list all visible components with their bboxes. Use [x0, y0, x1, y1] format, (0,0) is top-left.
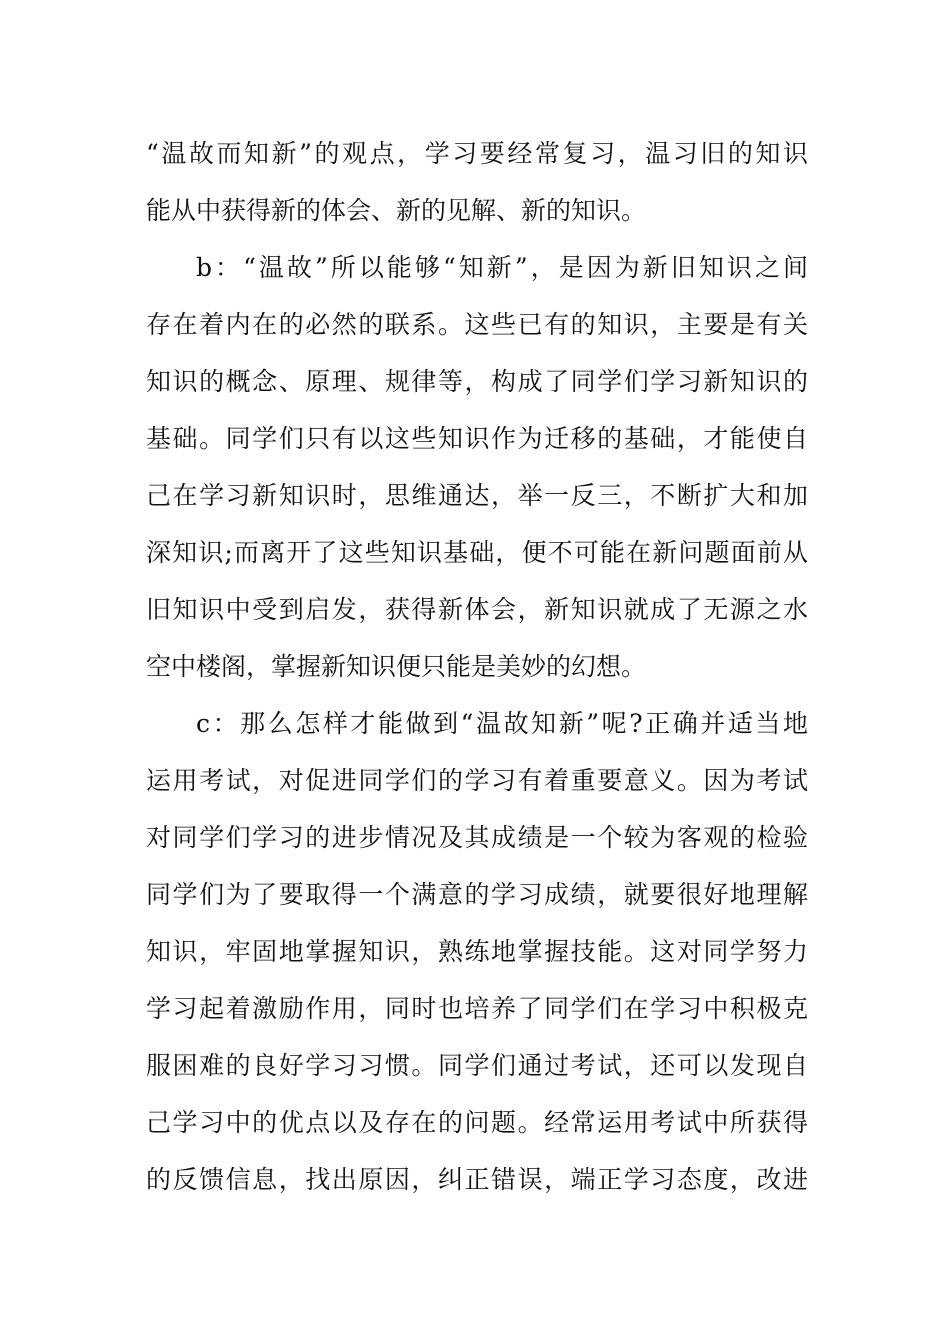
text-line: 空中楼阁，掌握新知识便只能是美妙的幻想。: [146, 652, 647, 681]
text-line: 知识，牢固地掌握知识，熟练地掌握技能。这对同学努力: [146, 937, 808, 966]
text-line: 服困难的良好学习习惯。同学们通过考试，还可以发现自: [146, 1051, 808, 1080]
text-line: 学习起着激励作用，同时也培养了同学们在学习中积极克: [146, 994, 808, 1023]
text-line: 存在着内在的必然的联系。这些已有的知识，主要是有关: [146, 310, 808, 339]
text-line: “温故而知新”的观点，学习要经常复习，温习旧的知识: [146, 139, 808, 168]
text-line: 的反馈信息，找出原因，纠正错误，端正学习态度，改进: [146, 1165, 808, 1194]
text-line: 己在学习新知识时，思维通达，举一反三，不断扩大和加: [146, 481, 808, 510]
text-line: 旧知识中受到启发，获得新体会，新知识就成了无源之水: [146, 595, 808, 624]
text-line: c：那么怎样才能做到“温故知新”呢?正确并适当地: [196, 709, 808, 738]
text-line: 运用考试，对促进同学们的学习有着重要意义。因为考试: [146, 766, 808, 795]
text-line: 深知识;而离开了这些知识基础，便不可能在新问题面前从: [146, 538, 808, 567]
text-line: 基础。同学们只有以这些知识作为迁移的基础，才能使自: [146, 424, 808, 453]
text-line: 知识的概念、原理、规律等，构成了同学们学习新知识的: [146, 367, 808, 396]
text-line: 己学习中的优点以及存在的问题。经常运用考试中所获得: [146, 1108, 808, 1137]
text-line: b：“温故”所以能够“知新”，是因为新旧知识之间: [196, 253, 808, 282]
text-line: 能从中获得新的体会、新的见解、新的知识。: [146, 196, 647, 225]
text-line: 同学们为了要取得一个满意的学习成绩，就要很好地理解: [146, 880, 808, 909]
text-line: 对同学们学习的进步情况及其成绩是一个较为客观的检验: [146, 823, 808, 852]
